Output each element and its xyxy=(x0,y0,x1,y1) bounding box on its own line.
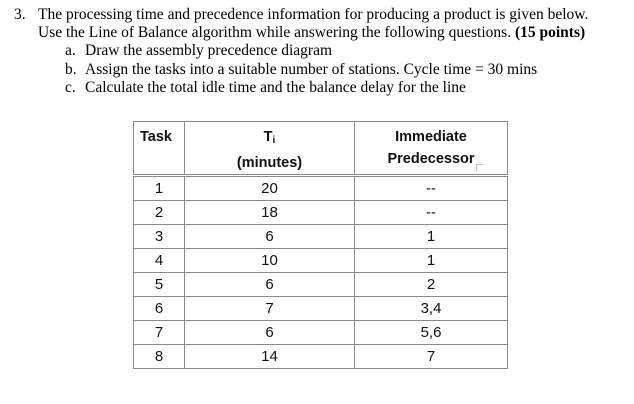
time-cell: 6 xyxy=(185,321,355,345)
pred-cell: 2 xyxy=(355,273,508,297)
header-time: Ti (minutes) xyxy=(185,122,355,176)
pred-cell: 7 xyxy=(355,345,508,369)
table-header-row xyxy=(134,122,508,176)
task-table-wrapper xyxy=(133,121,508,369)
task-cell: 3 xyxy=(134,225,185,249)
table-row xyxy=(134,345,508,369)
time-cell: 6 xyxy=(185,273,355,297)
table-row xyxy=(134,176,508,201)
task-cell: 1 xyxy=(134,176,185,201)
header-task: Task xyxy=(134,122,185,176)
time-cell: 10 xyxy=(185,249,355,273)
table-row xyxy=(134,249,508,273)
pred-cell: 1 xyxy=(355,225,508,249)
question-block xyxy=(14,6,626,98)
task-cell: 7 xyxy=(134,321,185,345)
task-cell: 6 xyxy=(134,297,185,321)
table-row xyxy=(134,201,508,225)
time-cell: 7 xyxy=(185,297,355,321)
table-resize-mark xyxy=(476,164,483,171)
part-a: a. Draw the assembly precedence diagram xyxy=(65,42,333,59)
part-b: b. Assign the tasks into a suitable number of stations. Cycle time = 30 mins xyxy=(65,60,538,78)
task-table xyxy=(133,121,508,369)
part-c: c. Calculate the total idle time and the balance delay for the line xyxy=(65,79,466,96)
table-row xyxy=(134,225,508,249)
pred-cell: -- xyxy=(355,176,508,201)
time-cell: 6 xyxy=(185,225,355,249)
pred-cell: 3,4 xyxy=(355,297,508,321)
pred-cell: 5,6 xyxy=(355,321,508,345)
task-cell: 8 xyxy=(134,345,185,369)
table-row xyxy=(134,273,508,297)
header-predecessor: Immediate Predecessor xyxy=(355,122,508,176)
time-cell: 20 xyxy=(185,176,355,201)
pred-cell: 1 xyxy=(355,249,508,273)
task-cell: 2 xyxy=(134,201,185,225)
pred-cell: -- xyxy=(355,201,508,225)
task-cell: 4 xyxy=(134,249,185,273)
table-row xyxy=(134,321,508,345)
points-label: (15 points) xyxy=(514,24,586,41)
time-cell: 14 xyxy=(185,345,355,369)
question-number: 3. xyxy=(14,6,26,23)
question-intro-line1: 3. The processing time and precedence information for producing a product is given below. xyxy=(14,6,589,23)
task-cell: 5 xyxy=(134,273,185,297)
question-intro-line2: Use the Line of Balance algorithm while answering the following questions. (15 points) xyxy=(38,24,586,41)
table-row xyxy=(134,297,508,321)
time-cell: 18 xyxy=(185,201,355,225)
